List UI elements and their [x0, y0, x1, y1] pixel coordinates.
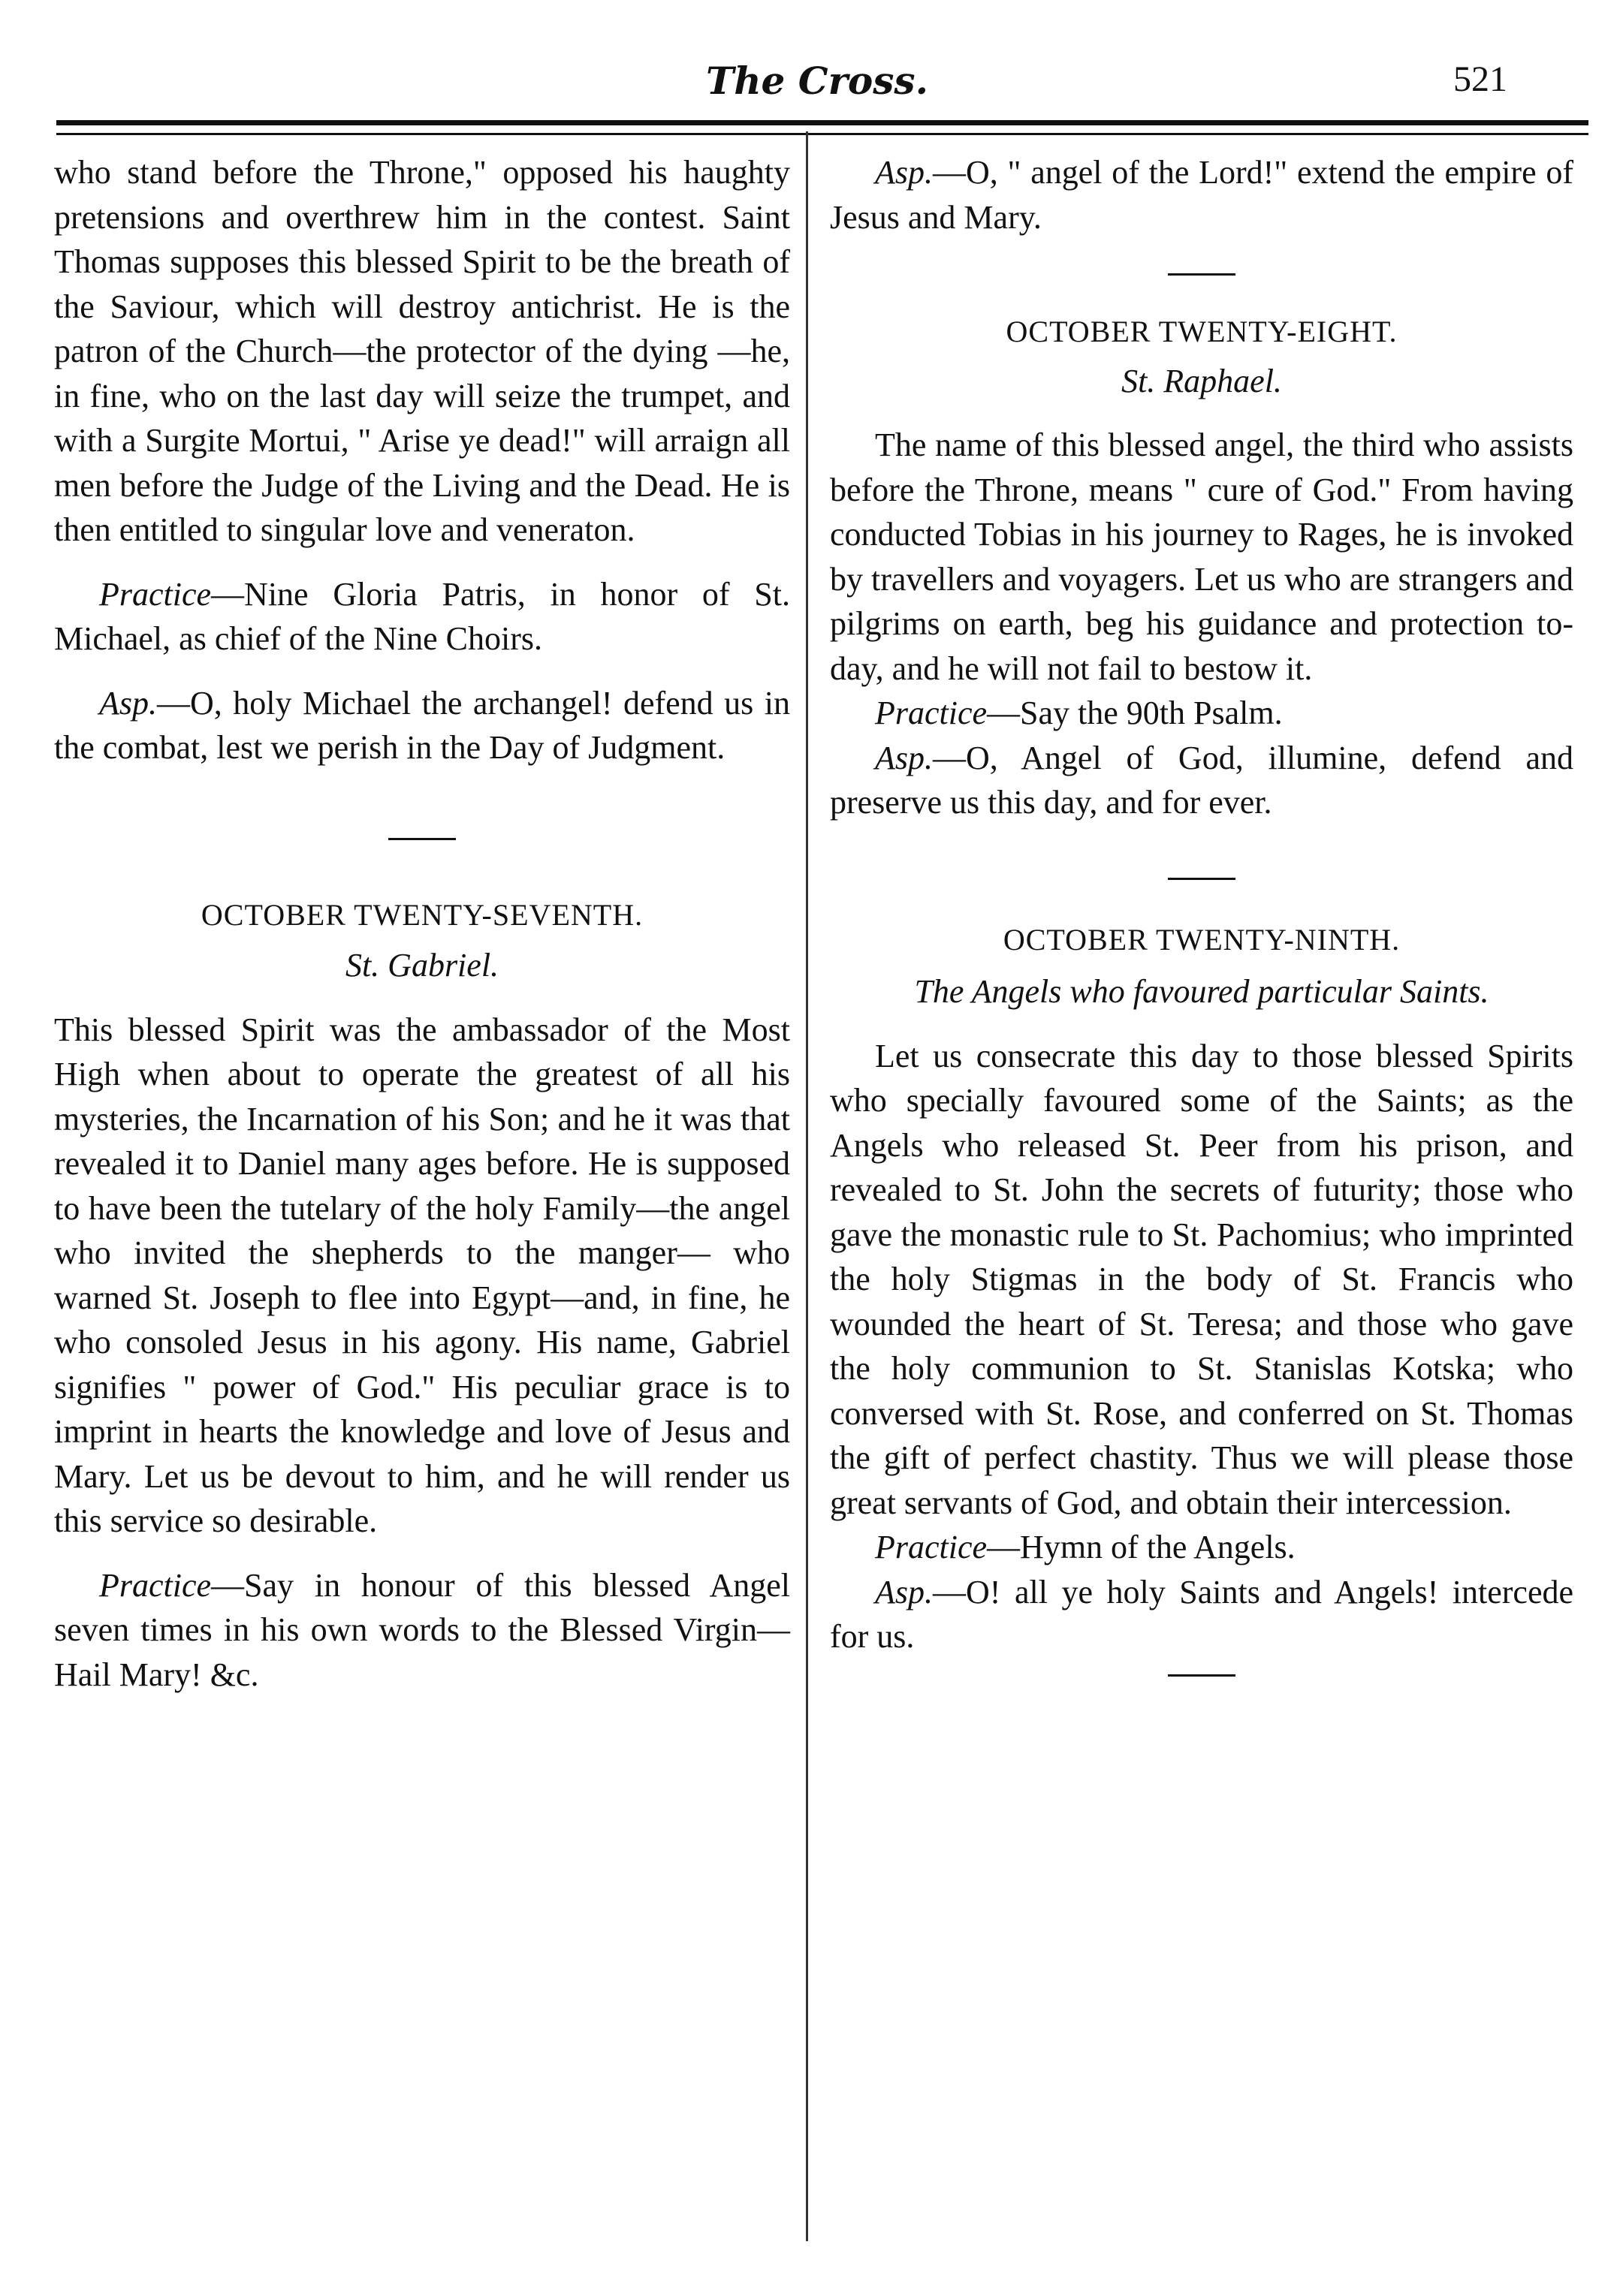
- practice-text: —Say in honour of this blessed Angel seven times in his own words to the Blessed Virgin—Hail Mary! &c.: [54, 1566, 790, 1693]
- aspiration-label: Asp.: [875, 739, 933, 776]
- section-subheading-gabriel: St. Gabriel.: [345, 947, 499, 984]
- raphael-aspiration: [830, 736, 1573, 825]
- gabriel-aspiration: [830, 150, 1573, 240]
- aspiration-label: Asp.: [99, 684, 157, 722]
- practice-text: —Hymn of the Angels.: [987, 1529, 1296, 1565]
- aspiration-text: —O, " angel of the Lord!" extend the empire of Jesus and Mary.: [830, 154, 1573, 236]
- aspiration-text: —O, Angel of God, illumine, defend and preserve us this day, and for ever.: [830, 739, 1573, 821]
- angels-aspiration: [830, 1570, 1573, 1659]
- raphael-paragraph: The name of this blessed angel, the third who assists before the Throne, means " cure of God." From having conducted Tobias in his journey to Rages, he is invoked by travellers and voyagers. Let us who are strangers and pilgrims on earth, beg his guidance and protection to-day, and he will not fail to bestow it.: [830, 426, 1573, 687]
- right-column: [830, 150, 1573, 1677]
- section-subheading-angels: The Angels who favoured particular Saints.: [914, 973, 1489, 1010]
- section-separator: [388, 838, 456, 840]
- aspiration-text: —O, holy Michael the archangel! defend us in the combat, lest we perish in the Day of Judgment.: [54, 684, 790, 766]
- section-subheading-raphael: St. Raphael.: [1121, 362, 1282, 399]
- section-heading-29th: OCTOBER TWENTY-NINTH.: [1003, 922, 1401, 957]
- raphael-practice: [830, 691, 1573, 736]
- michael-paragraph: who stand before the Throne," opposed his haughty pretensions and overthrew him in the contest. Saint Thomas supposes this blessed Spirit to be the breath of the Saviour, which will destroy antichrist. He is the patron of the Church—the protector of the dying —he, in fine, who on the last day will seize the trumpet, and with a Surgite Mortui, " Arise ye dead!" will arraign all men before the Judge of the Living and the Dead. He is then entitled to singular love and veneraton.: [54, 154, 790, 548]
- practice-label: Practice: [875, 1529, 988, 1565]
- gabriel-practice: [54, 1563, 790, 1698]
- section-separator: [1168, 1674, 1235, 1677]
- header-rule: [56, 120, 1588, 135]
- practice-text: —Say the 90th Psalm.: [987, 695, 1283, 731]
- practice-label: Practice: [99, 1566, 212, 1604]
- section-heading-27th: OCTOBER TWENTY-SEVENTH.: [201, 897, 644, 932]
- section-separator: [1168, 273, 1235, 276]
- michael-practice: [54, 572, 790, 661]
- running-title: The Cross.: [706, 59, 928, 103]
- aspiration-label: Asp.: [875, 154, 933, 191]
- aspiration-label: Asp.: [875, 1573, 933, 1611]
- page-number: 521: [1453, 59, 1507, 99]
- practice-text: —Nine Gloria Patris, in honor of St. Michael, as chief of the Nine Choirs.: [54, 575, 790, 657]
- angels-practice: [830, 1525, 1573, 1570]
- left-column: [54, 150, 790, 1697]
- section-separator: [1168, 878, 1235, 880]
- section-heading-28th: OCTOBER TWENTY-EIGHT.: [1006, 315, 1398, 348]
- practice-label: Practice: [875, 695, 988, 731]
- gabriel-paragraph: This blessed Spirit was the ambassador of the Most High when about to operate the greatest of all his mysteries, the Incarnation of his Son; and he it was that revealed it to Daniel many ages before. He is supposed to have been the tutelary of the holy Family—the angel who invited the shepherds to the manger— who warned St. Joseph to flee into Egypt—and, in fine, he who consoled Jesus in his agony. His name, Gabriel signifies " power of God." His peculiar grace is to imprint in hearts the knowledge and love of Jesus and Mary. Let us be devout to him, and he will render us this service so desirable.: [54, 1011, 790, 1539]
- angels-paragraph: Let us consecrate this day to those blessed Spirits who specially favoured some of the Saints; as the Angels who released St. Peer from his prison, and revealed to St. John the secrets of futurity; those who gave the monastic rule to St. Pachomius; who imprinted the holy Stigmas in the body of St. Francis who wounded the heart of St. Teresa; and those who gave the holy communion to St. Stanislas Kotska; who conversed with St. Rose, and conferred on St. Thomas the gift of perfect chastity. Thus we will please those great servants of God, and obtain their intercession.: [830, 1037, 1573, 1521]
- aspiration-text: —O! all ye holy Saints and Angels! intercede for us.: [830, 1573, 1573, 1655]
- michael-aspiration: [54, 681, 790, 770]
- column-divider: [806, 131, 808, 2241]
- practice-label: Practice: [99, 575, 212, 613]
